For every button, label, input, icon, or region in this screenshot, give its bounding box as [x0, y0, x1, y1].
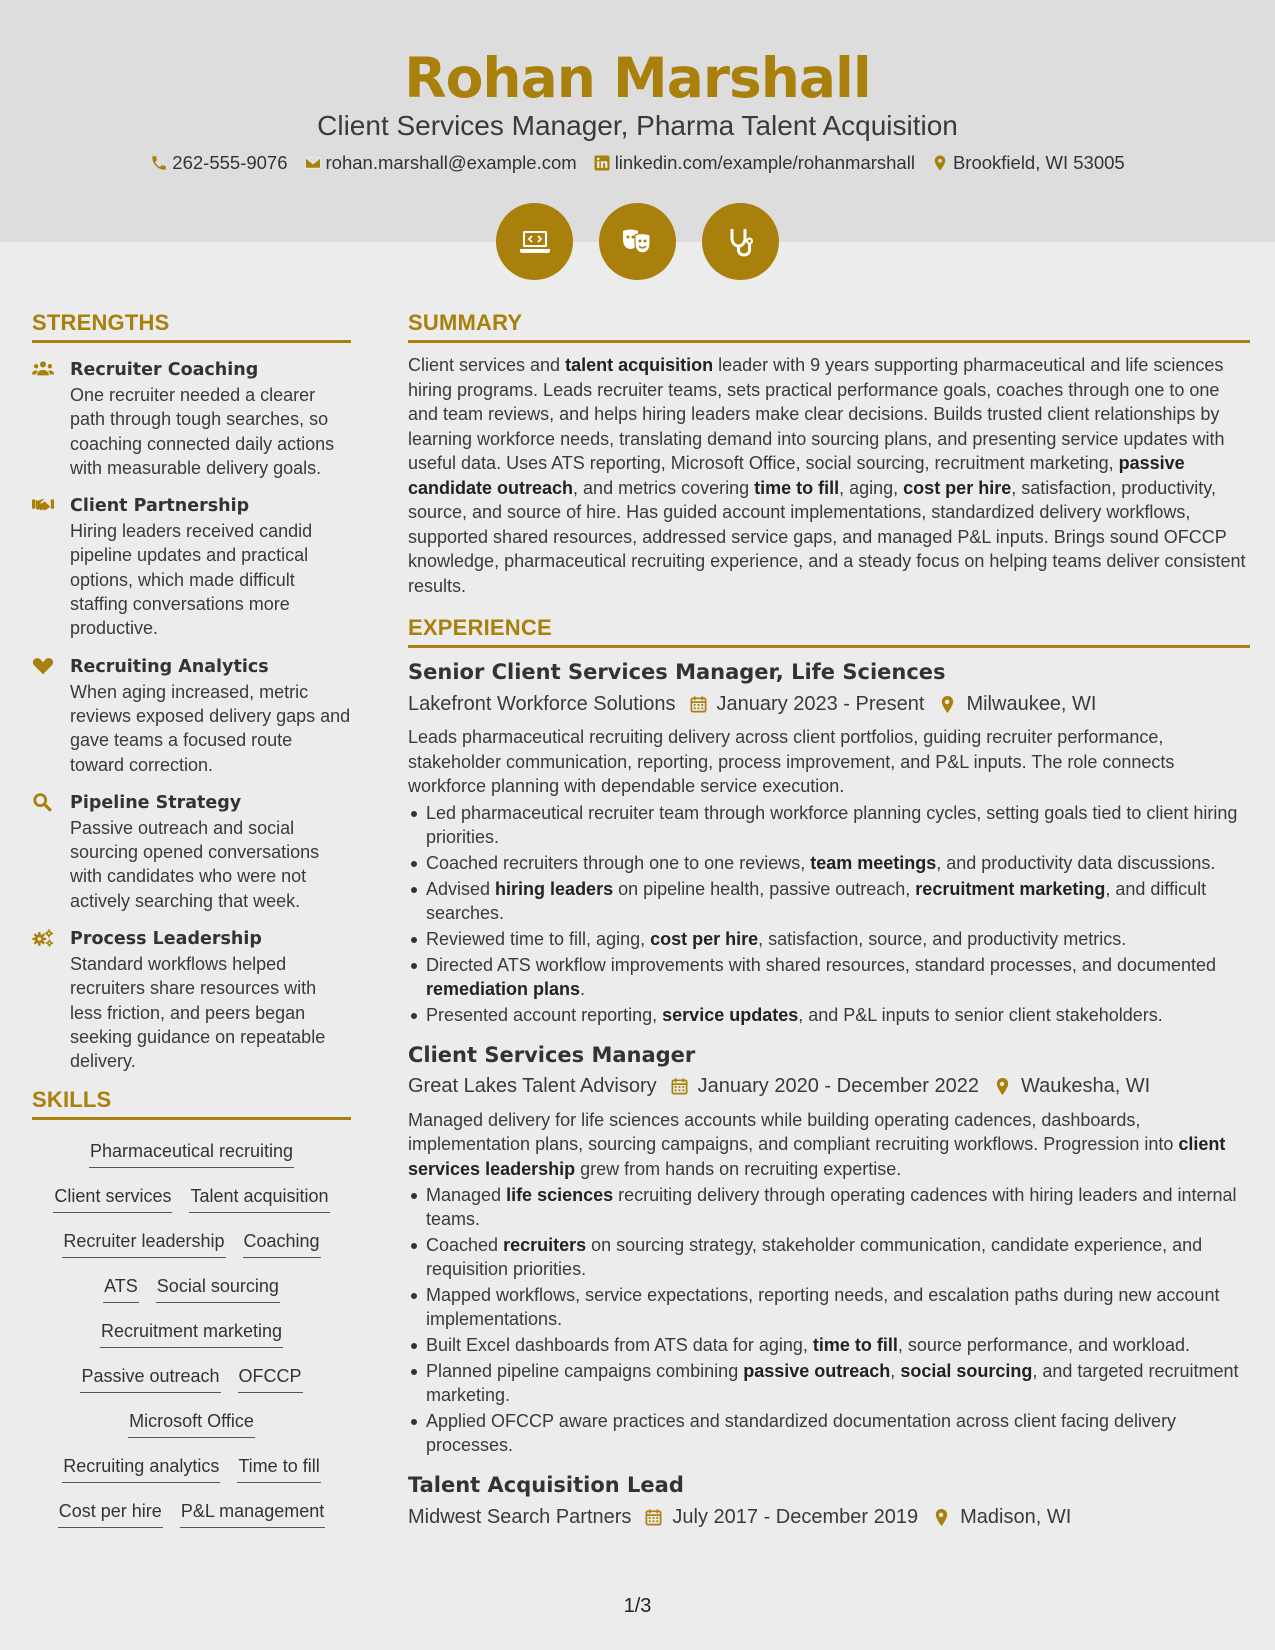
contact-email[interactable] — [304, 152, 577, 174]
skill-tag: Microsoft Office — [128, 1410, 255, 1438]
skill-tag: Recruitment marketing — [100, 1320, 283, 1348]
bullet-item: Led pharmaceutical recruiter team through workforce planning cycles, setting goals tied to client hiring priorities. — [408, 801, 1250, 849]
bold-phrase: life sciences — [506, 1185, 614, 1205]
calendar-icon — [644, 1508, 663, 1527]
bullet-item: Managed life sciences recruiting delivery through operating cadences with hiring leaders and internal teams. — [408, 1183, 1250, 1231]
handshake-icon — [32, 493, 56, 640]
strengths-heading: STRENGTHS — [32, 310, 351, 343]
skill-tag: Talent acquisition — [189, 1185, 329, 1213]
experience-list — [408, 656, 1250, 1532]
skill-tag: Recruiter leadership — [62, 1230, 225, 1258]
bold-phrase: recruiters — [503, 1235, 587, 1255]
strength-description: Passive outreach and social sourcing opened conversations with candidates who were not actively searching that week. — [70, 817, 320, 911]
job-title: Talent Acquisition Lead — [408, 1473, 684, 1497]
heart-icon — [32, 654, 56, 777]
bold-phrase: team meetings — [810, 852, 937, 873]
job-entry — [408, 1039, 1250, 1458]
bullet-item: Coached recruiters on sourcing strategy, stakeholder communication, candidate experience, and requisition priorities. — [408, 1233, 1250, 1281]
badge-row — [0, 203, 1275, 280]
strength-description: Standard workflows helped recruiters share resources with less friction, and peers began seeking guidance on repeatable delivery. — [70, 954, 326, 1072]
skill-tag: Pharmaceutical recruiting — [89, 1140, 294, 1168]
job-dates: January 2023 - Present — [716, 692, 925, 715]
bold-phrase: passive outreach — [743, 1361, 891, 1381]
job-company: Great Lakes Talent Advisory — [408, 1075, 657, 1097]
job-meta — [408, 1072, 1250, 1102]
strengths-list — [32, 357, 351, 1074]
right-column — [408, 310, 1250, 1532]
map-marker-icon — [932, 1508, 951, 1527]
job-location: Madison, WI — [960, 1505, 1072, 1528]
skill-tag: Social sourcing — [156, 1275, 280, 1303]
strength-item — [32, 926, 351, 1073]
job-location: Milwaukee, WI — [966, 692, 1097, 715]
job-company: Midwest Search Partners — [408, 1505, 632, 1528]
bold-phrase: hiring leaders — [495, 878, 614, 899]
bullet-item: Applied OFCCP aware practices and standardized documentation across client facing delivery processes. — [408, 1409, 1250, 1457]
strength-item — [32, 790, 351, 913]
map-marker-icon — [931, 154, 949, 172]
strength-title: Client Partnership — [70, 496, 250, 517]
skill-row — [32, 1230, 351, 1265]
bullet-item: Mapped workflows, service expectations, reporting needs, and escalation paths during new account implementations. — [408, 1283, 1250, 1331]
cogs-icon — [32, 926, 56, 1073]
skill-row — [32, 1455, 351, 1490]
bold-phrase: remediation plans — [426, 978, 581, 999]
location-text: Brookfield, WI 53005 — [952, 152, 1125, 173]
job-title: Senior Client Services Manager, Life Sciences — [408, 660, 946, 684]
strength-title: Pipeline Strategy — [70, 792, 242, 813]
job-description: Leads pharmaceutical recruiting delivery across client portfolios, guiding recruiter performance, stakeholder communication, reporting, process improvement, and P&L inputs. The role connects workforce planning with dependable service execution. — [408, 727, 1175, 796]
candidate-name: Rohan Marshall — [404, 46, 871, 110]
job-entry — [408, 1469, 1250, 1532]
job-meta — [408, 689, 1250, 719]
linkedin-text: linkedin.com/example/rohanmarshall — [614, 152, 915, 173]
contact-location — [931, 152, 1125, 174]
experience-heading: EXPERIENCE — [408, 615, 1250, 648]
envelope-icon — [304, 154, 322, 172]
bold-phrase: client services leadership — [408, 1134, 1226, 1179]
summary-text: Client services and talent acquisition leader with 9 years supporting pharmaceutical and life sciences hiring programs. Leads recruiter teams, sets practical performance goals, coaches through one to one and team reviews, and helps hiring leaders make clear decisions. Builds trusted client relationships by learning workforce needs, translating demand into sourcing plans, and presenting service updates with useful data. Uses ATS reporting, Microsoft Office, social sourcing, recruitment marketing, passive candidate outreach, and metrics covering time to fill, aging, cost per hire, satisfaction, productivity, source, and source of hire. Has guided account implementations, standardized delivery workflows, supported shared resources, addressed service gaps, and managed P&L inputs. Brings sound OFCCP knowledge, pharmaceutical recruiting experience, and a steady focus on helping teams deliver consistent results. — [408, 355, 1246, 596]
job-company: Lakefront Workforce Solutions — [408, 692, 676, 715]
bullet-item: Coached recruiters through one to one reviews, team meetings, and productivity data discussions. — [408, 851, 1250, 875]
calendar-icon — [689, 695, 708, 714]
bullet-item: Built Excel dashboards from ATS data for aging, time to fill, source performance, and workload. — [408, 1333, 1250, 1357]
skills-heading: SKILLS — [32, 1087, 351, 1120]
skill-tag: Time to fill — [237, 1455, 320, 1483]
skill-row — [32, 1140, 351, 1175]
bullet-item: Planned pipeline campaigns combining passive outreach, social sourcing, and targeted recruitment marketing. — [408, 1359, 1250, 1407]
skill-tag: Client services — [53, 1185, 172, 1213]
stethoscope-icon — [702, 203, 779, 280]
job-meta — [408, 1502, 1250, 1532]
job-dates: January 2020 - December 2022 — [697, 1075, 979, 1097]
email-text: rohan.marshall@example.com — [325, 152, 577, 173]
bold-phrase: service updates — [662, 1004, 799, 1025]
skill-tag: P&L management — [180, 1500, 325, 1528]
skill-tag: Recruiting analytics — [62, 1455, 220, 1483]
job-description: Managed delivery for life sciences accounts while building operating cadences, dashboards, implementation plans, sourcing campaigns, and compliant recruiting workflows. Progression into client services leadership grew from hands on recruiting expertise. — [408, 1109, 1226, 1179]
job-title: Client Services Manager — [408, 1042, 696, 1067]
map-marker-icon — [938, 695, 957, 714]
map-marker-icon — [993, 1077, 1012, 1096]
bold-phrase: cost per hire — [650, 928, 759, 949]
skill-row — [32, 1500, 351, 1535]
bold-phrase: cost per hire — [903, 477, 1012, 498]
strength-title: Recruiting Analytics — [70, 656, 269, 677]
users-icon — [32, 357, 56, 480]
linkedin-icon — [593, 154, 611, 172]
job-bullets — [408, 801, 1250, 1027]
laptop-code-icon — [496, 203, 573, 280]
strength-title: Recruiter Coaching — [70, 360, 259, 380]
calendar-icon — [670, 1077, 689, 1096]
skill-row — [32, 1185, 351, 1220]
skill-tag: Coaching — [243, 1230, 321, 1258]
bullet-item: Reviewed time to fill, aging, cost per hire, satisfaction, source, and productivity metrics. — [408, 927, 1250, 951]
job-bullets — [408, 1183, 1250, 1457]
skill-row — [32, 1365, 351, 1400]
job-location: Waukesha, WI — [1020, 1075, 1151, 1097]
contact-linkedin[interactable] — [593, 152, 915, 174]
phone-icon — [150, 154, 168, 172]
strength-description: One recruiter needed a clearer path through tough searches, so coaching connected daily actions with measurable delivery goals. — [70, 385, 335, 478]
headline: Client Services Manager, Pharma Talent Acquisition — [317, 110, 958, 141]
phone-text: 262-555-9076 — [172, 152, 288, 173]
skill-tag: ATS — [103, 1275, 139, 1303]
bold-phrase: time to fill — [812, 1335, 898, 1355]
strength-item — [32, 654, 351, 777]
contact-bar — [0, 152, 1275, 174]
bullet-item: Directed ATS workflow improvements with shared resources, standard processes, and documented remediation plans. — [408, 953, 1250, 1001]
skills-list — [32, 1120, 351, 1535]
bold-phrase: passive candidate outreach — [408, 453, 1185, 498]
skill-tag: Cost per hire — [58, 1500, 163, 1528]
skill-tag: OFCCP — [238, 1365, 303, 1393]
job-entry — [408, 656, 1250, 1027]
strength-description: Hiring leaders received candid pipeline updates and practical options, which made difficult staffing conversations more productive. — [70, 521, 313, 639]
bold-phrase: time to fill — [754, 477, 840, 498]
bullet-item: Presented account reporting, service updates, and P&L inputs to senior client stakeholders. — [408, 1003, 1250, 1027]
bold-phrase: social sourcing — [900, 1361, 1033, 1381]
bold-phrase: recruitment marketing — [915, 878, 1106, 899]
search-icon — [32, 790, 56, 913]
strength-item — [32, 357, 351, 480]
job-dates: July 2017 - December 2019 — [672, 1505, 919, 1528]
contact-phone[interactable] — [150, 152, 287, 174]
skill-tag: Passive outreach — [80, 1365, 220, 1393]
page-number: 1/3 — [623, 1595, 652, 1617]
skill-row — [32, 1410, 351, 1445]
summary-heading: SUMMARY — [408, 310, 1250, 343]
skill-row — [32, 1275, 351, 1310]
strength-item — [32, 493, 351, 640]
left-column — [32, 310, 351, 1535]
bold-phrase: talent acquisition — [565, 355, 714, 375]
bullet-item: Advised hiring leaders on pipeline health, passive outreach, recruitment marketing, and difficult searches. — [408, 877, 1250, 925]
skill-row — [32, 1320, 351, 1355]
strength-description: When aging increased, metric reviews exposed delivery gaps and gave teams a focused route toward correction. — [70, 681, 351, 775]
strength-title: Process Leadership — [70, 929, 262, 950]
theater-masks-icon — [599, 203, 676, 280]
